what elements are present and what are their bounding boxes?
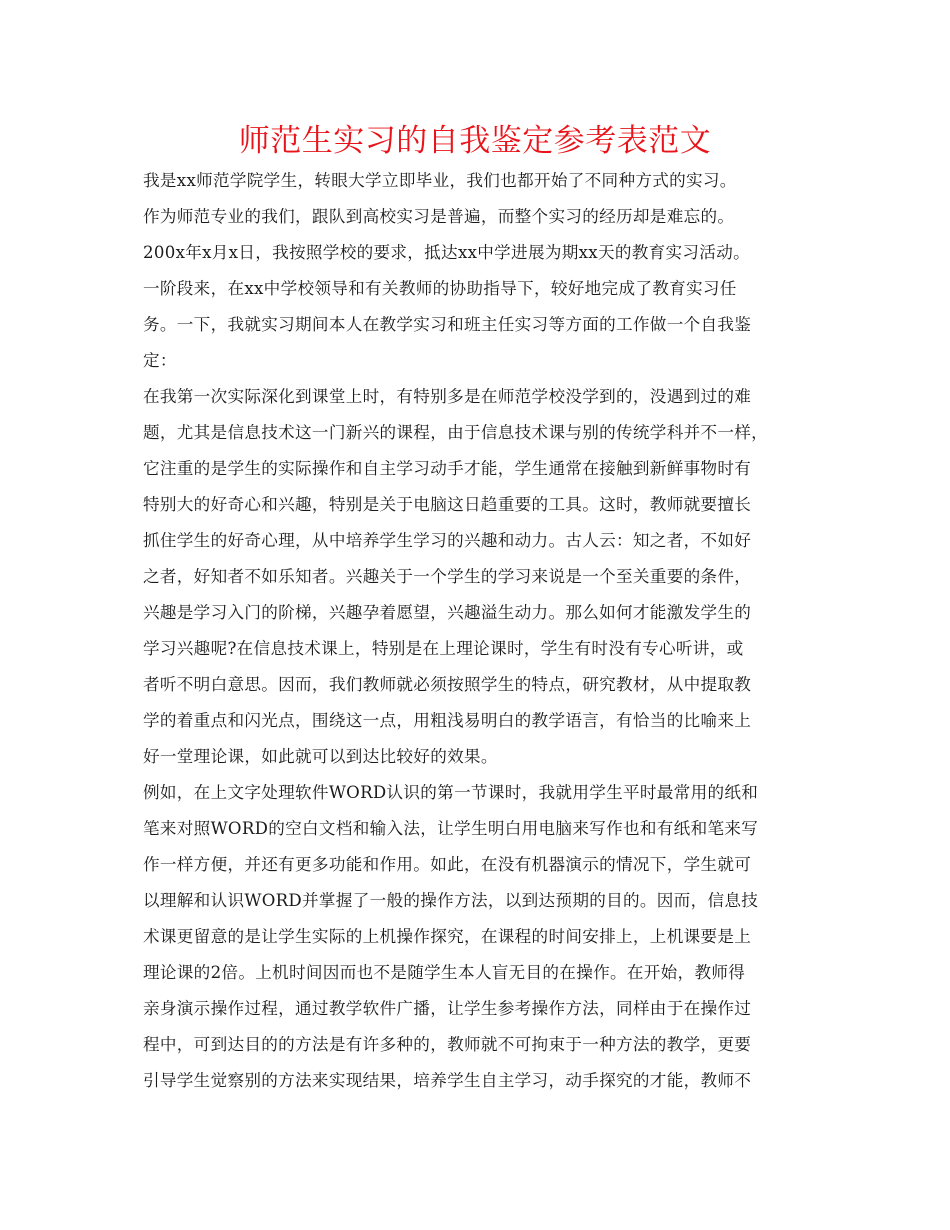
body-line: 术课更留意的是让学生实际的上机操作探究，在课程的时间安排上，上机课要是上 [143, 927, 752, 946]
body-line: 它注重的是学生的实际操作和自主学习动手才能，学生通常在接触到新鲜事物时有 [143, 459, 752, 478]
body-line: 我是xx师范学院学生，转眼大学立即毕业，我们也都开始了不同种方式的实习。 [143, 171, 737, 190]
body-line: 作为师范专业的我们，跟队到高校实习是普遍，而整个实习的经历却是难忘的。 [143, 207, 735, 226]
body-line: 笔来对照WORD的空白文档和输入法，让学生明白用电脑来写作也和有纸和笔来写 [143, 819, 759, 838]
document-body [143, 163, 833, 1099]
body-line: 抓住学生的好奇心理，从中培养学生学习的兴趣和动力。古人云：知之者，不如好 [143, 531, 752, 550]
body-line: 亲身演示操作过程，通过教学软件广播，让学生参考操作方法，同样由于在操作过 [143, 999, 752, 1018]
body-line: 务。一下，我就实习期间本人在教学实习和班主任实习等方面的工作做一个自我鉴 [143, 315, 752, 334]
body-line: 学的着重点和闪光点，围绕这一点，用粗浅易明白的教学语言，有恰当的比喻来上 [143, 711, 752, 730]
body-line: 理论课的2倍。上机时间因而也不是随学生本人盲无目的在操作。在开始，教师得 [143, 963, 746, 982]
body-line: 在我第一次实际深化到课堂上时，有特别多是在师范学校没学到的，没遇到过的难 [143, 387, 752, 406]
body-line: 者听不明白意思。因而，我们教师就必须按照学生的特点，研究教材，从中提取教 [143, 675, 752, 694]
body-line: 题，尤其是信息技术这一门新兴的课程，由于信息技术课与别的传统学科并不一样， [143, 423, 769, 442]
body-line: 例如，在上文字处理软件WORD认识的第一节课时，我就用学生平时最常用的纸和 [143, 783, 759, 802]
body-line: 兴趣是学习入门的阶梯，兴趣孕着愿望，兴趣溢生动力。那么如何才能激发学生的 [143, 603, 752, 622]
body-line: 200x年x月x日，我按照学校的要求，抵达xx中学进展为期xx天的教育实习活动。 [143, 243, 750, 262]
body-line: 定： [143, 351, 177, 370]
body-line: 一阶段来，在xx中学校领导和有关教师的协助指导下，较好地完成了教育实习任 [143, 279, 737, 298]
body-line: 好一堂理论课，如此就可以到达比较好的效果。 [143, 747, 498, 766]
body-line: 学习兴趣呢?在信息技术课上，特别是在上理论课时，学生有时没有专心听讲，或 [143, 639, 744, 658]
document-title: 师范生实习的自我鉴定参考表范文 [238, 123, 712, 159]
body-line: 作一样方便，并还有更多功能和作用。如此，在没有机器演示的情况下，学生就可 [143, 855, 752, 874]
body-line: 以理解和认识WORD并掌握了一般的操作方法，以到达预期的目的。因而，信息技 [143, 891, 759, 910]
body-line: 程中，可到达目的的方法是有许多种的，教师就不可拘束于一种方法的教学，更要 [143, 1035, 752, 1054]
body-line: 引导学生觉察别的方法来实现结果，培养学生自主学习，动手探究的才能，教师不 [143, 1071, 752, 1090]
body-line: 特别大的好奇心和兴趣，特别是关于电脑这日趋重要的工具。这时，教师就要擅长 [143, 495, 752, 514]
body-line: 之者，好知者不如乐知者。兴趣关于一个学生的学习来说是一个至关重要的条件， [143, 567, 752, 586]
